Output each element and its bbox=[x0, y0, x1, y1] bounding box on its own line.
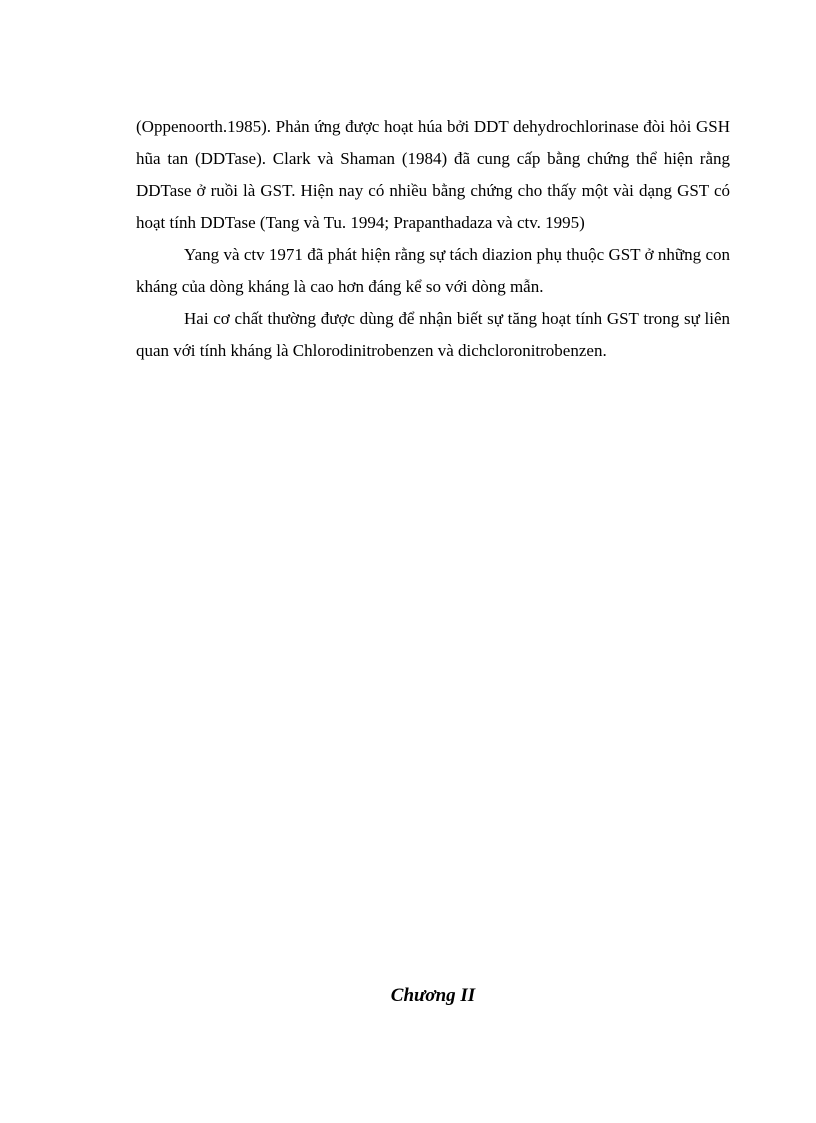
paragraph-yang: Yang và ctv 1971 đã phát hiện rằng sự tách diazion phụ thuộc GST ở những con kháng của dòng kháng là cao hơn đáng kể so với dòng mẫn. bbox=[136, 245, 730, 296]
paragraph-ddtase: (Oppenoorth.1985). Phản ứng được hoạt húa bởi DDT dehydrochlorinase đòi hỏi GSH hũa tan (DDTase). Clark và Shaman (1984) đã cung cấp bằng chứng thể hiện rằng DDTase ở ruồi là GST. Hiện nay có nhiều bằng chứng cho thấy một vài dạng GST có hoạt tính DDTase (Tang và Tu. 1994; Prapanthadaza và ctv. 1995) bbox=[136, 117, 730, 232]
chapter-heading: Chương II bbox=[390, 985, 476, 1006]
paragraph-substrates: Hai cơ chất thường được dùng để nhận biết sự tăng hoạt tính GST trong sự liên quan với tính kháng là Chlorodinitrobenzen và dichcloronitrobenzen. bbox=[136, 309, 730, 360]
body-text bbox=[136, 111, 730, 367]
